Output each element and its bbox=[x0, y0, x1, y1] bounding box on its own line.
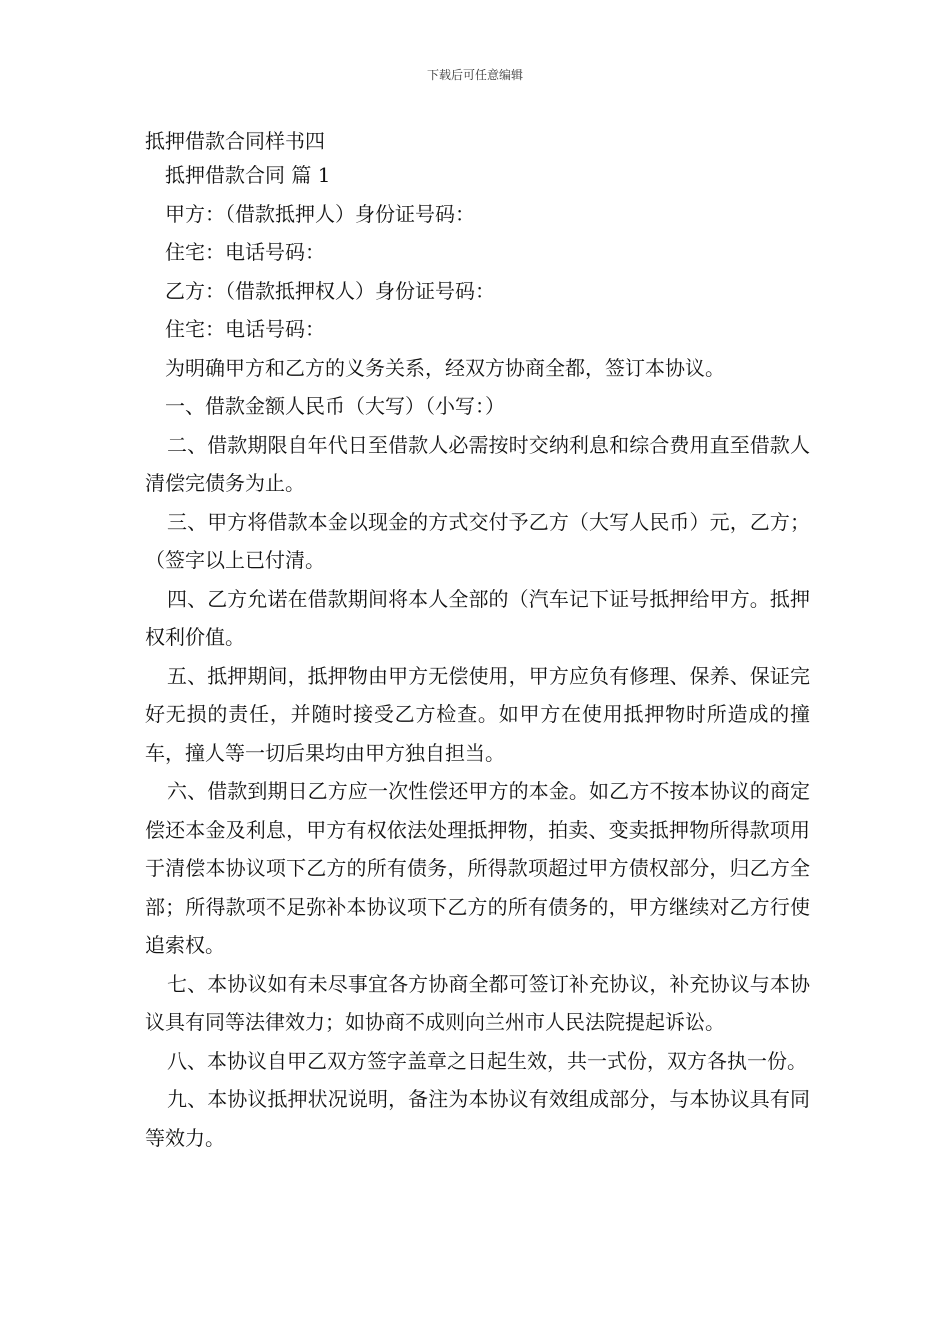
clause-paragraph: 四、乙方允诺在借款期间将本人全部的（汽车记下证号抵押给甲方。抵押权利价值。 bbox=[145, 586, 810, 649]
header-note: 下载后可任意编辑 bbox=[426, 68, 523, 82]
clause-paragraph: 九、本协议抵押状况说明，备注为本协议有效组成部分，与本协议具有同等效力。 bbox=[145, 1087, 810, 1150]
clause-paragraph: 七、本协议如有未尽事宜各方协商全都可签订补充协议，补充协议与本协议具有同等法律效力；如协商不成则向兰州市人民法院提起诉讼。 bbox=[145, 971, 810, 1034]
document-body bbox=[145, 156, 810, 1157]
preamble-paragraph: 为明确甲方和乙方的义务关系，经双方协商全都，签订本协议。 bbox=[165, 355, 725, 380]
party-b-address-line: 住宅：电话号码： bbox=[165, 317, 325, 341]
clause-paragraph: 八、本协议自甲乙双方签字盖章之日起生效，共一式份，双方各执一份。 bbox=[167, 1048, 807, 1073]
document-title: 抵押借款合同样书四 bbox=[145, 129, 325, 153]
clause-paragraph: 二、借款期限自年代日至借款人必需按时交纳利息和综合费用直至借款人清偿完债务为止。 bbox=[145, 432, 810, 495]
party-a-address-line: 住宅：电话号码： bbox=[165, 240, 325, 264]
party-a-line: 甲方：（借款抵押人）身份证号码： bbox=[165, 201, 475, 226]
clause-paragraph: 六、借款到期日乙方应一次性偿还甲方的本金。如乙方不按本协议的商定偿还本金及利息，甲方有权依法处理抵押物，拍卖、变卖抵押物所得款项用于清偿本协议项下乙方的所有债务，所得款项超过甲方债权部分，归乙方全部；所得款项不足弥补本协议项下乙方的所有债务的，甲方继续对乙方行使追索权。 bbox=[145, 779, 810, 957]
clause-paragraph: 三、甲方将借款本金以现金的方式交付予乙方（大写人民币）元，乙方；（签字以上已付清。 bbox=[145, 509, 810, 572]
party-b-line: 乙方：（借款抵押权人）身份证号码： bbox=[165, 278, 495, 303]
document-subtitle: 抵押借款合同 篇 1 bbox=[165, 163, 331, 187]
clause-paragraph: 五、抵押期间，抵押物由甲方无偿使用，甲方应负有修理、保养、保证完好无损的责任，并随时接受乙方检查。如甲方在使用抵押物时所造成的撞车，撞人等一切后果均由甲方独自担当。 bbox=[145, 663, 810, 765]
clause-paragraph: 一、借款金额人民币（大写）（小写：） bbox=[165, 394, 505, 418]
